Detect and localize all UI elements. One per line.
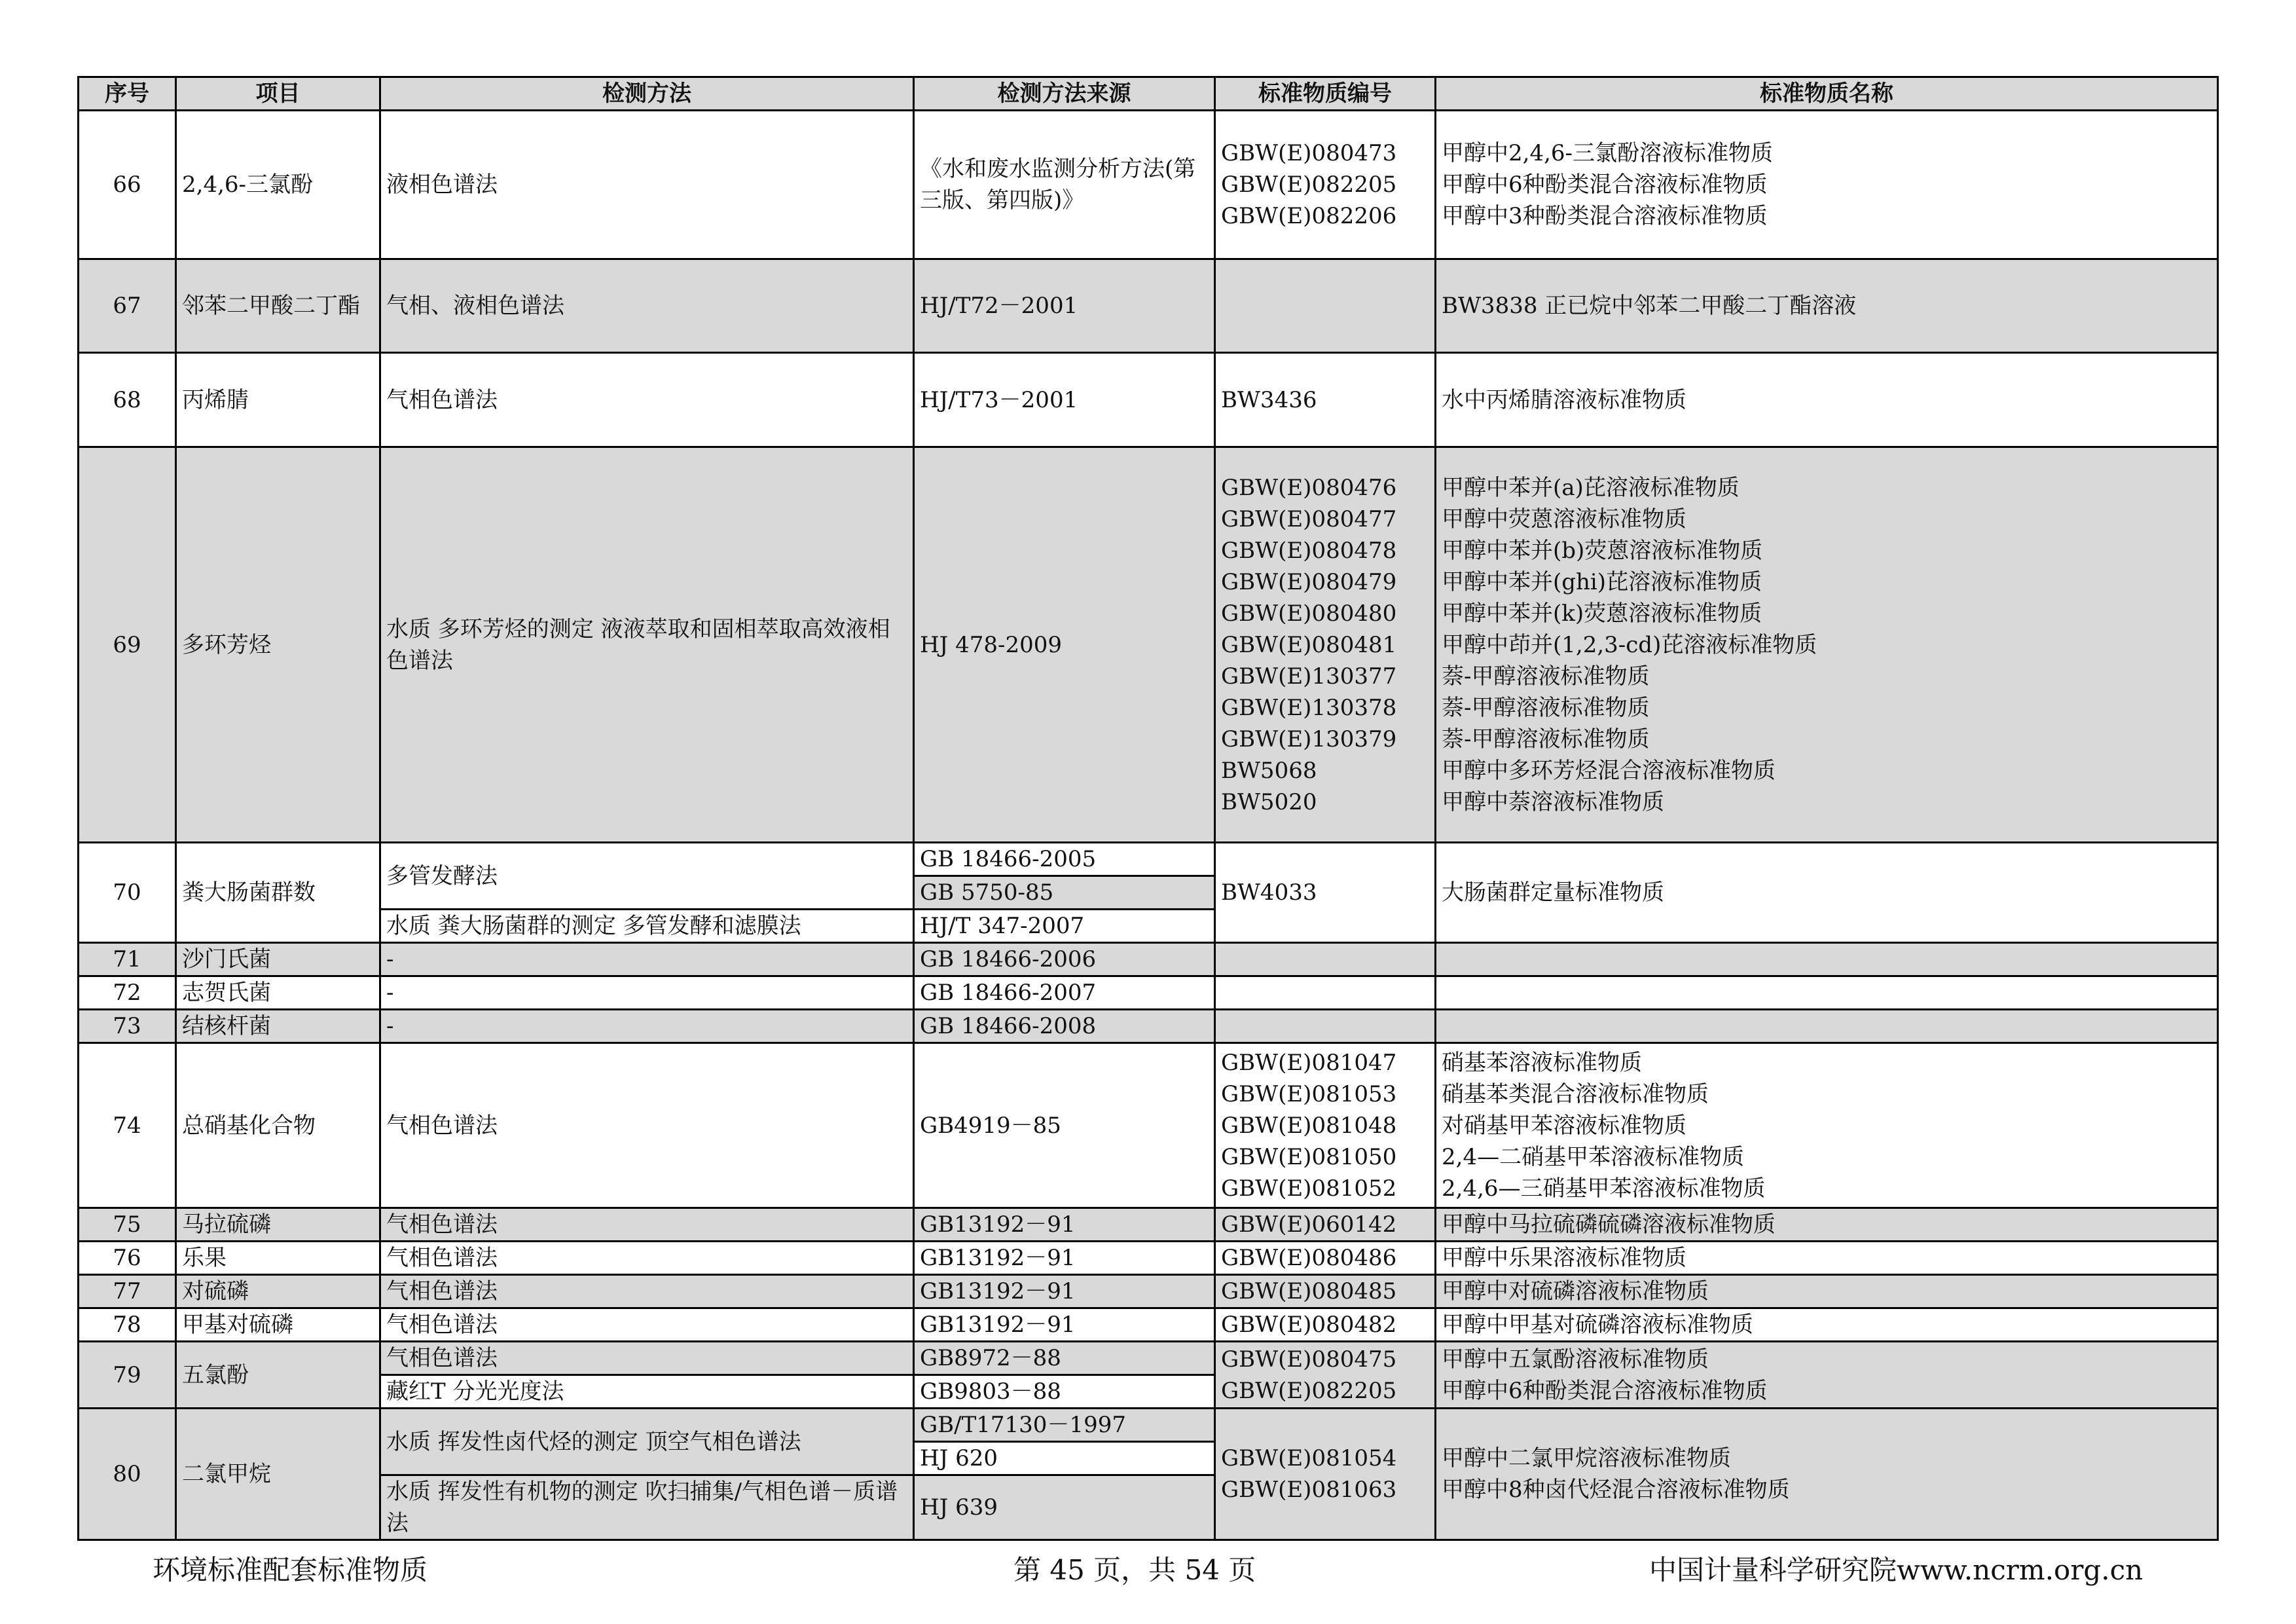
row-item: 二氯甲烷 — [176, 1409, 380, 1540]
row-method: 气相色谱法 — [380, 353, 914, 447]
row-codes: GBW(E)060142 — [1215, 1208, 1436, 1242]
table-row — [79, 1242, 2218, 1275]
row-no: 69 — [79, 447, 176, 843]
row-item: 乐果 — [176, 1242, 380, 1275]
footer-document-title: 环境标准配套标准物质 — [153, 1554, 428, 1586]
row-item: 邻苯二甲酸二丁酯 — [176, 259, 380, 353]
row-codes: BW4033 — [1215, 843, 1436, 943]
row-method: 气相色谱法 — [380, 1275, 914, 1308]
row-codes: GBW(E)080473 GBW(E)082205 GBW(E)082206 — [1215, 111, 1436, 259]
row-method: - — [380, 976, 914, 1010]
row-no: 72 — [79, 976, 176, 1010]
row-source: GB13192－91 — [914, 1208, 1215, 1242]
row-source: HJ 478-2009 — [914, 447, 1215, 843]
row-item: 沙门氏菌 — [176, 943, 380, 976]
header-method: 检测方法 — [380, 77, 914, 111]
row-codes: GBW(E)080485 — [1215, 1275, 1436, 1308]
row-item: 丙烯腈 — [176, 353, 380, 447]
table-row — [79, 1010, 2218, 1043]
row-names: 大肠菌群定量标准物质 — [1436, 843, 2218, 943]
row-method: 藏红T 分光光度法 — [380, 1375, 914, 1409]
row-item: 甲基对硫磷 — [176, 1308, 380, 1342]
row-method: 液相色谱法 — [380, 111, 914, 259]
row-source: GB 18466-2006 — [914, 943, 1215, 976]
table-row — [79, 259, 2218, 353]
row-method: 气相色谱法 — [380, 1342, 914, 1375]
table-row — [79, 1308, 2218, 1342]
row-method: 气相色谱法 — [380, 1308, 914, 1342]
row-no: 78 — [79, 1308, 176, 1342]
row-source: HJ/T72－2001 — [914, 259, 1215, 353]
row-no: 67 — [79, 259, 176, 353]
row-source: HJ 639 — [914, 1475, 1215, 1540]
row-item: 总硝基化合物 — [176, 1043, 380, 1208]
table-row — [79, 1409, 2218, 1442]
header-no: 序号 — [79, 77, 176, 111]
footer-organization: 中国计量科学研究院www.ncrm.org.cn — [1649, 1554, 2143, 1586]
row-codes: GBW(E)081047 GBW(E)081053 GBW(E)081048 GBW(E)081050 GBW(E)081052 — [1215, 1043, 1436, 1208]
header-source: 检测方法来源 — [914, 77, 1215, 111]
row-codes: GBW(E)080475 GBW(E)082205 — [1215, 1342, 1436, 1409]
table-row — [79, 353, 2218, 447]
row-names: 甲醇中对硫磷溶液标准物质 — [1436, 1275, 2218, 1308]
row-names: 水中丙烯腈溶液标准物质 — [1436, 353, 2218, 447]
table-row — [79, 447, 2218, 843]
row-names: 甲醇中五氯酚溶液标准物质 甲醇中6种酚类混合溶液标准物质 — [1436, 1342, 2218, 1409]
row-codes — [1215, 259, 1436, 353]
table-row — [79, 111, 2218, 259]
row-codes: GBW(E)080476 GBW(E)080477 GBW(E)080478 GBW(E)080479 GBW(E)080480 GBW(E)080481 GBW(E)130377 GBW(E)130378 GBW(E)130379 BW5068 BW5020 — [1215, 447, 1436, 843]
row-item: 五氯酚 — [176, 1342, 380, 1409]
row-source: HJ/T 347-2007 — [914, 910, 1215, 943]
header-item: 项目 — [176, 77, 380, 111]
row-source: HJ/T73－2001 — [914, 353, 1215, 447]
row-method: 水质 挥发性有机物的测定 吹扫捕集/气相色谱－质谱法 — [380, 1475, 914, 1540]
row-item: 2,4,6-三氯酚 — [176, 111, 380, 259]
table-row — [79, 843, 2218, 876]
row-source: GB4919－85 — [914, 1043, 1215, 1208]
row-codes — [1215, 976, 1436, 1010]
row-no: 80 — [79, 1409, 176, 1540]
row-names: 甲醇中乐果溶液标准物质 — [1436, 1242, 2218, 1275]
table-header-row — [79, 77, 2218, 111]
row-source: GB/T17130－1997 — [914, 1409, 1215, 1442]
row-names — [1436, 943, 2218, 976]
row-codes: BW3436 — [1215, 353, 1436, 447]
row-method: - — [380, 1010, 914, 1043]
row-source: HJ 620 — [914, 1442, 1215, 1475]
row-names: 甲醇中2,4,6-三氯酚溶液标准物质 甲醇中6种酚类混合溶液标准物质 甲醇中3种酚类混合溶液标准物质 — [1436, 111, 2218, 259]
row-no: 71 — [79, 943, 176, 976]
row-method: 水质 多环芳烃的测定 液液萃取和固相萃取高效液相色谱法 — [380, 447, 914, 843]
table-row — [79, 1043, 2218, 1208]
standard-materials-table — [77, 76, 2219, 1541]
row-source: GB13192－91 — [914, 1308, 1215, 1342]
table-row — [79, 943, 2218, 976]
header-name: 标准物质名称 — [1436, 77, 2218, 111]
row-codes: GBW(E)080482 — [1215, 1308, 1436, 1342]
row-codes: GBW(E)081054 GBW(E)081063 — [1215, 1409, 1436, 1540]
row-codes — [1215, 943, 1436, 976]
row-item: 多环芳烃 — [176, 447, 380, 843]
row-names: 硝基苯溶液标准物质 硝基苯类混合溶液标准物质 对硝基甲苯溶液标准物质 2,4—二硝基甲苯溶液标准物质 2,4,6—三硝基甲苯溶液标准物质 — [1436, 1043, 2218, 1208]
table-row — [79, 976, 2218, 1010]
row-item: 粪大肠菌群数 — [176, 843, 380, 943]
table-row — [79, 1275, 2218, 1308]
row-source: GB8972－88 — [914, 1342, 1215, 1375]
table-row — [79, 1208, 2218, 1242]
row-method: 气相色谱法 — [380, 1208, 914, 1242]
row-names — [1436, 976, 2218, 1010]
row-no: 74 — [79, 1043, 176, 1208]
row-no: 70 — [79, 843, 176, 943]
header-code: 标准物质编号 — [1215, 77, 1436, 111]
row-method: 水质 粪大肠菌群的测定 多管发酵和滤膜法 — [380, 910, 914, 943]
row-source: GB13192－91 — [914, 1275, 1215, 1308]
row-names — [1436, 1010, 2218, 1043]
row-item: 志贺氏菌 — [176, 976, 380, 1010]
row-method: 水质 挥发性卤代烃的测定 顶空气相色谱法 — [380, 1409, 914, 1475]
row-names: 甲醇中马拉硫磷硫磷溶液标准物质 — [1436, 1208, 2218, 1242]
row-no: 66 — [79, 111, 176, 259]
row-names: 甲醇中二氯甲烷溶液标准物质 甲醇中8种卤代烃混合溶液标准物质 — [1436, 1409, 2218, 1540]
row-source: 《水和废水监测分析方法(第三版、第四版)》 — [914, 111, 1215, 259]
row-codes — [1215, 1010, 1436, 1043]
row-item: 对硫磷 — [176, 1275, 380, 1308]
row-source: GB13192－91 — [914, 1242, 1215, 1275]
row-no: 79 — [79, 1342, 176, 1409]
row-codes: GBW(E)080486 — [1215, 1242, 1436, 1275]
row-no: 76 — [79, 1242, 176, 1275]
row-source: GB 18466-2005 — [914, 843, 1215, 876]
footer-page-number: 第 45 页，共 54 页 — [1013, 1554, 1256, 1586]
row-no: 68 — [79, 353, 176, 447]
row-source: GB 5750-85 — [914, 876, 1215, 910]
row-names: 甲醇中苯并(a)芘溶液标准物质 甲醇中荧蒽溶液标准物质 甲醇中苯并(b)荧蒽溶液标准物质 甲醇中苯并(ghi)芘溶液标准物质 甲醇中苯并(k)荧蒽溶液标准物质 甲醇中茚并(1,2,3-cd)芘溶液标准物质 萘-甲醇溶液标准物质 萘-甲醇溶液标准物质 萘-甲醇溶液标准物质 甲醇中多环芳烃混合溶液标准物质 甲醇中萘溶液标准物质 — [1436, 447, 2218, 843]
row-method: 气相色谱法 — [380, 1242, 914, 1275]
row-names: 甲醇中甲基对硫磷溶液标准物质 — [1436, 1308, 2218, 1342]
row-names: BW3838 正已烷中邻苯二甲酸二丁酯溶液 — [1436, 259, 2218, 353]
row-source: GB 18466-2008 — [914, 1010, 1215, 1043]
row-item: 结核杆菌 — [176, 1010, 380, 1043]
row-source: GB9803－88 — [914, 1375, 1215, 1409]
table-row — [79, 1342, 2218, 1375]
row-method: 气相色谱法 — [380, 1043, 914, 1208]
row-source: GB 18466-2007 — [914, 976, 1215, 1010]
row-no: 75 — [79, 1208, 176, 1242]
row-method: 多管发酵法 — [380, 843, 914, 910]
row-method: - — [380, 943, 914, 976]
row-no: 73 — [79, 1010, 176, 1043]
row-method: 气相、液相色谱法 — [380, 259, 914, 353]
row-item: 马拉硫磷 — [176, 1208, 380, 1242]
row-no: 77 — [79, 1275, 176, 1308]
